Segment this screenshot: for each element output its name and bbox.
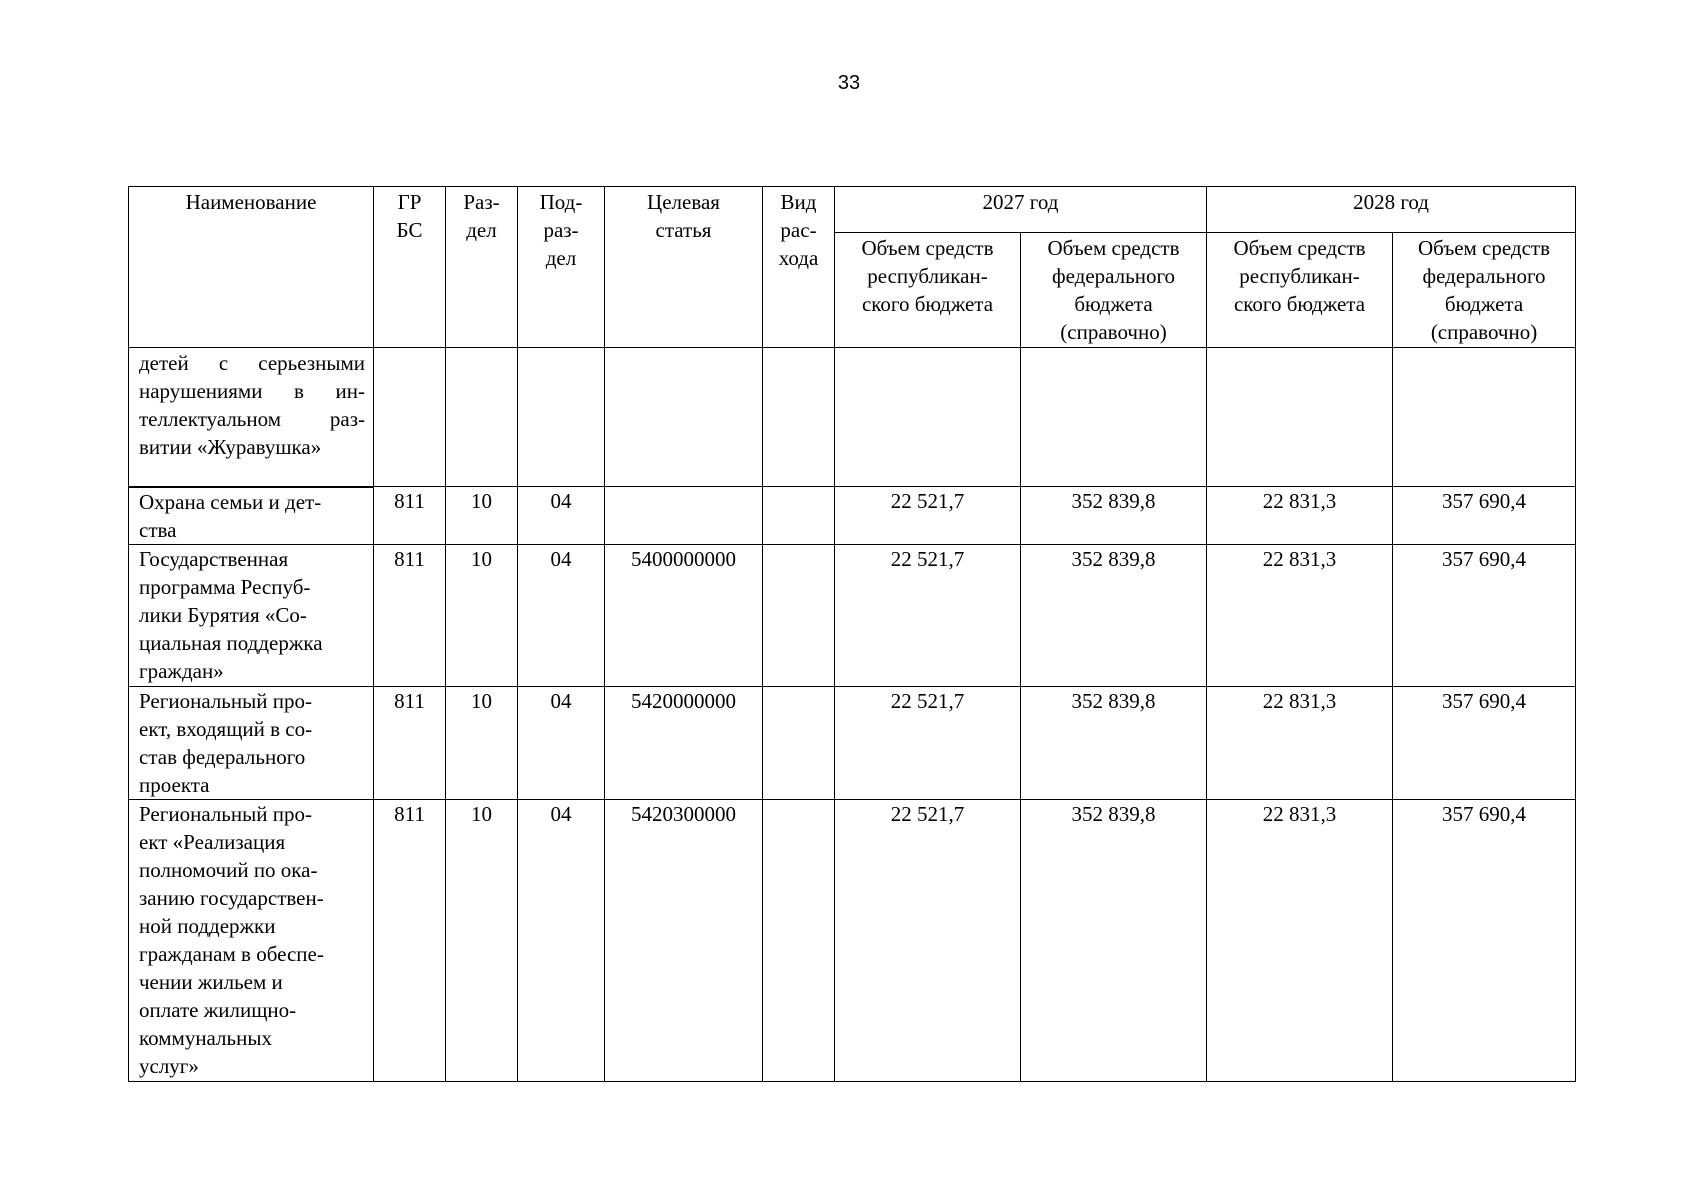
table-row-continuation	[129, 348, 1576, 487]
header-fed-2027: Объем средств федерального бюджета (справочно)	[1021, 233, 1207, 348]
podrazdel-cell: 04	[518, 686, 605, 799]
vid-cell	[763, 686, 835, 799]
celevaya-cell	[605, 487, 763, 545]
table-row	[129, 799, 1576, 1081]
header-vid: Вид рас- хода	[763, 187, 835, 348]
header-name: Наименование	[129, 187, 374, 348]
fed-2027-cell: 352 839,8	[1021, 544, 1207, 686]
table-row	[129, 544, 1576, 686]
row-name: Охрана семьи и дет- ства	[129, 487, 374, 545]
grbs-cell: 811	[374, 487, 446, 545]
rep-2028-cell: 22 831,3	[1207, 686, 1393, 799]
rep-2028-cell: 22 831,3	[1207, 487, 1393, 545]
fed-2027-cell: 352 839,8	[1021, 487, 1207, 545]
header-year-2027: 2027 год	[835, 187, 1207, 233]
celevaya-cell: 5420000000	[605, 686, 763, 799]
vid-cell	[763, 799, 835, 1081]
fed-2027-cell: 352 839,8	[1021, 799, 1207, 1081]
razdel-cell: 10	[446, 799, 518, 1081]
page-number: 33	[837, 72, 861, 94]
fed-2028-cell: 357 690,4	[1393, 487, 1576, 545]
grbs-cell: 811	[374, 686, 446, 799]
header-grbs: ГР БС	[374, 187, 446, 348]
row-name: Региональный про- ект «Реализация полномочий по ока- занию государствен- ной поддержки гражданам в обеспе- чении жильем и оплате жилищно- коммунальных услуг»	[129, 799, 374, 1081]
table-row	[129, 487, 1576, 545]
table-row	[129, 686, 1576, 799]
row-name: Региональный про- ект, входящий в со- став федерального проекта	[129, 686, 374, 799]
razdel-cell: 10	[446, 686, 518, 799]
celevaya-cell: 5400000000	[605, 544, 763, 686]
rep-2028-cell: 22 831,3	[1207, 544, 1393, 686]
podrazdel-cell: 04	[518, 487, 605, 545]
fed-2028-cell: 357 690,4	[1393, 686, 1576, 799]
row-name: детей с серьезными нарушениями в ин- теллектуальном раз- витии «Журавушка»	[129, 348, 374, 487]
vid-cell	[763, 487, 835, 545]
row-name: Государственная программа Респуб- лики Бурятия «Со- циальная поддержка граждан»	[129, 544, 374, 686]
podrazdel-cell: 04	[518, 799, 605, 1081]
grbs-cell: 811	[374, 544, 446, 686]
celevaya-cell: 5420300000	[605, 799, 763, 1081]
budget-table	[128, 186, 1576, 1082]
fed-2027-cell: 352 839,8	[1021, 686, 1207, 799]
fed-2028-cell: 357 690,4	[1393, 799, 1576, 1081]
vid-cell	[763, 544, 835, 686]
razdel-cell: 10	[446, 544, 518, 686]
podrazdel-cell: 04	[518, 544, 605, 686]
rep-2027-cell: 22 521,7	[835, 686, 1021, 799]
rep-2027-cell: 22 521,7	[835, 544, 1021, 686]
razdel-cell: 10	[446, 487, 518, 545]
rep-2028-cell: 22 831,3	[1207, 799, 1393, 1081]
header-razdel: Раз- дел	[446, 187, 518, 348]
header-celevaya: Целевая статья	[605, 187, 763, 348]
header-fed-2028: Объем средств федерального бюджета (справочно)	[1393, 233, 1576, 348]
header-rep-2027: Объем средств республикан- ского бюджета	[835, 233, 1021, 348]
fed-2028-cell: 357 690,4	[1393, 544, 1576, 686]
header-rep-2028: Объем средств республикан- ского бюджета	[1207, 233, 1393, 348]
header-year-2028: 2028 год	[1207, 187, 1576, 233]
rep-2027-cell: 22 521,7	[835, 487, 1021, 545]
header-podrazdel: Под- раз- дел	[518, 187, 605, 348]
rep-2027-cell: 22 521,7	[835, 799, 1021, 1081]
grbs-cell: 811	[374, 799, 446, 1081]
